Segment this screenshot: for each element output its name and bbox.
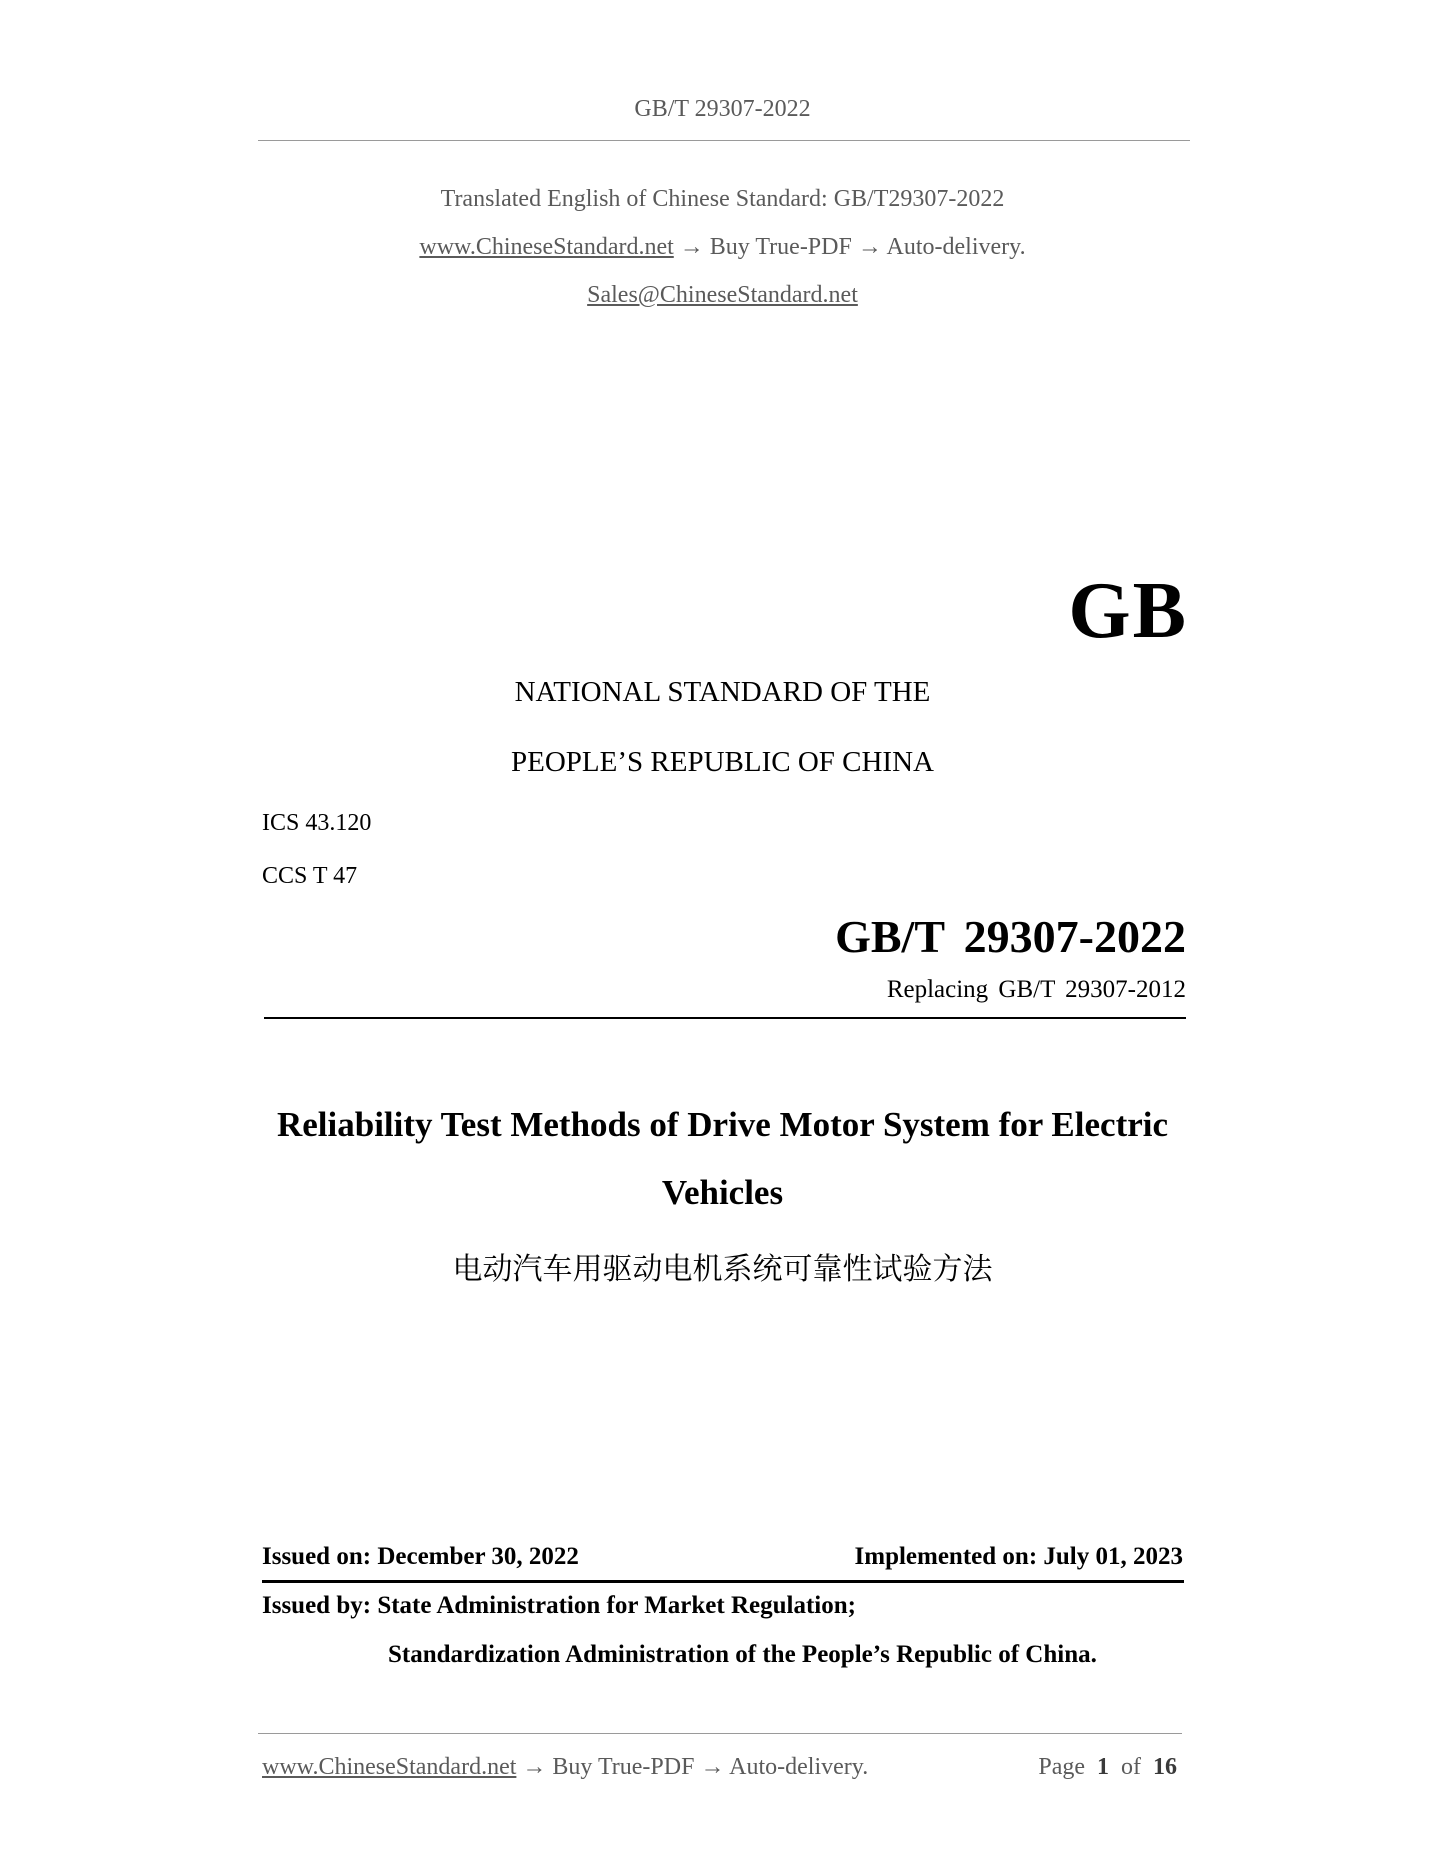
standard-number: GB/T 29307-2022	[835, 911, 1186, 962]
arrow-right-icon: →	[679, 234, 704, 260]
running-header: GB/T 29307-2022	[634, 96, 811, 122]
ics-code: ICS 43.120	[262, 810, 372, 836]
issued-on-date: Issued on: December 30, 2022	[262, 1543, 579, 1570]
email-line	[0, 282, 1445, 309]
issued-by: Issued by: State Administration for Market Regulation;	[262, 1592, 856, 1619]
translated-note: Translated English of Chinese Standard: GB/T29307-2022	[440, 186, 1005, 212]
sales-email-link[interactable]: Sales@ChineseStandard.net	[587, 282, 858, 308]
national-standard-line-2: PEOPLE’S REPUBLIC OF CHINA	[511, 746, 934, 778]
ccs-code: CCS T 47	[262, 863, 358, 889]
footer-delivery-text: Auto-delivery.	[729, 1754, 869, 1780]
page-total: 16	[1153, 1754, 1177, 1780]
title-chinese: 电动汽车用驱动电机系统可靠性试验方法	[452, 1252, 993, 1287]
issued-by-second-authority: Standardization Administration of the People’s Republic of China.	[388, 1641, 1097, 1668]
buy-pdf-text: Buy True-PDF	[709, 234, 852, 260]
footer-links	[262, 1754, 868, 1781]
page-label: Page	[1038, 1754, 1085, 1780]
page-current: 1	[1097, 1754, 1109, 1780]
footer-buy-text: Buy True-PDF	[552, 1754, 695, 1780]
title-english-line-2: Vehicles	[661, 1173, 784, 1212]
date-divider	[262, 1580, 1184, 1583]
header-divider	[258, 140, 1190, 141]
auto-delivery-text: Auto-delivery.	[886, 234, 1026, 260]
implemented-on-date: Implemented on: July 01, 2023	[854, 1543, 1183, 1570]
page-indicator	[1038, 1754, 1177, 1781]
replacing-standard: Replacing GB/T 29307-2012	[886, 976, 1186, 1003]
gb-logo: GB	[1068, 567, 1188, 655]
site-link[interactable]: www.ChineseStandard.net	[419, 234, 674, 260]
arrow-right-icon: →	[700, 1754, 725, 1780]
national-standard-line-1: NATIONAL STANDARD OF THE	[514, 676, 931, 708]
footer-divider	[258, 1733, 1182, 1734]
header-links	[0, 234, 1445, 261]
page-of: of	[1121, 1754, 1141, 1780]
footer-site-link[interactable]: www.ChineseStandard.net	[262, 1754, 517, 1780]
arrow-right-icon: →	[857, 234, 882, 260]
standard-number-divider	[264, 1017, 1186, 1019]
title-english-line-1: Reliability Test Methods of Drive Motor System for Electric	[276, 1105, 1169, 1144]
arrow-right-icon: →	[522, 1754, 547, 1780]
